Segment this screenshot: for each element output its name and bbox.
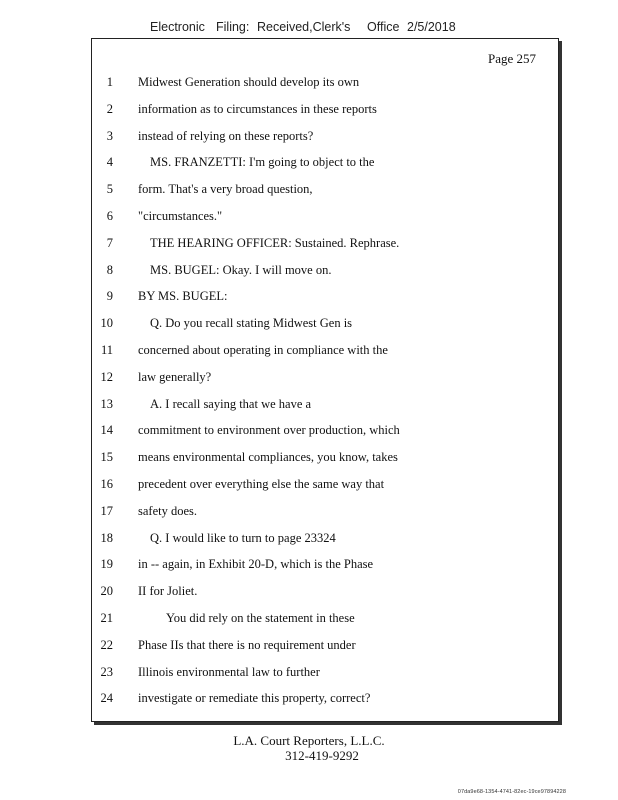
line-number: 6 [106,209,113,223]
line-text: form. That's a very broad question, [138,182,313,197]
line-text: II for Joliet. [138,584,198,599]
line-text: commitment to environment over production, which [138,423,400,438]
line-number: 5 [106,182,113,197]
line-text: "circumstances." [138,209,223,223]
line-text: MS. FRANZETTI: I'm going to object to the [150,155,375,170]
line-number: 24 [100,691,113,706]
line-text: Q. I would like to turn to page 23324 [150,530,336,545]
line-text: instead of relying on these reports? [138,128,314,143]
line-number: 14 [100,423,113,438]
line-text: A. I recall saying that we have a [150,396,312,411]
electronic-filing-header [0,20,618,36]
line-number: 19 [100,557,113,572]
line-text: investigate or remediate this property, correct? [138,691,371,706]
line-number: 16 [100,477,113,491]
filing-word: Office [367,20,400,34]
line-number: 10 [100,316,113,331]
line-number: 15 [100,450,113,465]
line-text: BY MS. BUGEL: [138,289,228,304]
line-number: 7 [106,235,113,250]
transcript-page [91,38,559,722]
line-number: 17 [100,503,113,518]
line-text: safety does. [138,503,198,518]
filing-word: Electronic [150,20,205,34]
line-text: information as to circumstances in these reports [138,101,377,116]
line-number: 22 [100,637,113,652]
line-text: precedent over everything else the same way that [138,477,385,491]
line-text: in -- again, in Exhibit 20-D, which is the Phase [138,557,374,572]
court-reporter-phone: 312-419-9292 [285,748,359,763]
line-text: MS. BUGEL: Okay. I will move on. [150,262,332,277]
line-number: 3 [106,128,113,143]
court-reporter-name: L.A. Court Reporters, L.L.C. [233,733,385,748]
line-number: 20 [100,584,113,599]
line-text: THE HEARING OFFICER: Sustained. Rephrase. [150,235,400,250]
line-text: Q. Do you recall stating Midwest Gen is [150,316,353,331]
line-text: Midwest Generation should develop its own [138,75,360,89]
document-id: 07da9e68-1354-4741-82ec-19ce97894228 [457,789,566,795]
filing-word: Filing: [216,20,250,34]
line-text: means environmental compliances, you know, takes [138,450,398,465]
line-number: 9 [106,289,113,304]
line-number: 2 [106,101,113,116]
line-number: 21 [100,611,113,625]
filing-word: Received,Clerk's [257,20,351,34]
line-number: 11 [100,343,113,357]
line-number: 4 [106,155,113,170]
line-number: 8 [106,262,113,277]
line-text: concerned about operating in compliance with the [138,343,388,357]
line-number: 1 [106,75,113,89]
line-number: 23 [100,664,113,679]
line-text: Illinois environmental law to further [138,664,320,679]
line-text: law generally? [138,369,212,384]
line-number: 18 [100,530,113,545]
line-text: Phase IIs that there is no requirement under [138,637,356,652]
filing-word: 2/5/2018 [407,20,456,34]
line-number: 13 [100,396,113,411]
line-number: 12 [100,369,113,384]
page-number: Page 257 [487,51,536,66]
line-text: You did rely on the statement in these [166,611,355,625]
